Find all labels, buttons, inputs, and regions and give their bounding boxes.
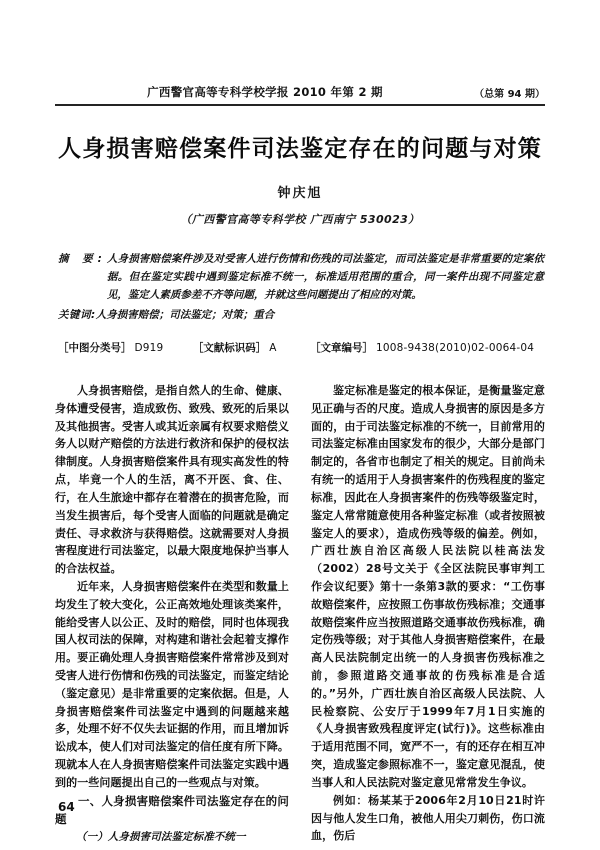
right-paragraph-2: 例如：杨某某于2006年2月10日21时许因与他人发生口角，被他人用尖刀刺伤，伤口流血，伤后 — [311, 793, 545, 843]
document-code-value: A — [269, 342, 277, 354]
classification-metadata — [58, 340, 544, 355]
keywords-text: 人身损害赔偿；司法鉴定；对策；重合 — [95, 309, 275, 322]
article-id — [310, 340, 534, 355]
author-affiliation: （广西警官高等专科学校 广西南宁 530023） — [180, 213, 420, 226]
running-header — [55, 84, 545, 104]
clc-number — [58, 340, 163, 355]
journal-name-and-issue: 广西警官高等专科学校学报 2010 年第 2 期 — [147, 85, 383, 99]
clc-value: D919 — [134, 342, 164, 354]
keywords-row — [58, 306, 544, 324]
left-paragraph-2: 近年来，人身损害赔偿案件在类型和数量上均发生了较大变化，公正高效地处理该类案件，能给受害人以公正、及时的赔偿，同时也体现我国人权司法的保障，对构建和谐社会起着支撑作用。要正确处理人身损害赔偿案件常常涉及到对受害人进行伤情和伤残的司法鉴定，而鉴定结论（鉴定意见）是非常重要的定案依据。但是，人身损害赔偿案件司法鉴定中遇到的问题越来越多，处理不好不仅失去证据的作用，而且增加诉讼成本，使人们对司法鉴定的信任度有所下降。现就本人在人身损害赔偿案件司法鉴定实践中遇到的一些问题提出自己的一些观点与对策。 — [55, 579, 289, 789]
left-paragraph-1: 人身损害赔偿，是指自然人的生命、健康、身体遭受侵害，造成致伤、致残、致死的后果以及其他损害。受害人或其近亲属有权要求赔偿义务人以财产赔偿的方法进行救济和保护的侵权法律制度。人身损害赔偿案件具有现实高发性的特点，毕竟一个人的生活，离不开医、食、住、行，在人生旅途中都存在着潜在的损害危险，而当发生损害后，每个受害人面临的问题就是确定责任、寻求救济与获得赔偿。这就需要对人身损害程度进行司法鉴定，以最大限度地保护当事人的合法权益。 — [55, 384, 289, 576]
header-divider-rule — [55, 104, 545, 106]
keywords-label: 关键词: — [58, 309, 96, 322]
article-author: 钟庆旭 — [277, 186, 323, 201]
article-id-label: ［文章编号］ — [310, 342, 374, 354]
right-paragraph-1: 鉴定标准是鉴定的根本保证，是衡量鉴定意见正确与否的尺度。造成人身损害的原因是多方面的，由于司法鉴定标准的不统一，目前常用的司法鉴定标准由国家发布的很少，大部分是部门制定的，各省市也制定了相关的规定。目前尚未有统一的适用于人身损害案件的伤残程度的鉴定标准，因此在人身损害案件的伤残等级鉴定时，鉴定人常常随意使用各种鉴定标准（或者按照被鉴定人的要求），造成伤残等级的偏差。例如，广西壮族自治区高级人民法院以桂高法发（2002）28号文关于《全区法院民事审判工作会议纪要》第十一条第3款的要求：“工伤事故赔偿案件，应按照工伤事故伤残标准；交通事故赔偿案件应当按照道路交通事故伤残标准，确定伤残等级；对于其他人身损害赔偿案件，在最高人民法院制定出统一的人身损害伤残标准之前，参照道路交通事故的伤残标准是合适的。”另外，广西壮族自治区高级人民法院、人民检察院、公安厅于1999年7月1日实施的《人身损害致残程度评定(试行)》。这些标准由于适用范围不同，宽严不一，有的还存在相互冲突，造成鉴定参照标准不一，鉴定意见混乱，使当事人和人民法院对鉴定意见常常发生争议。 — [311, 384, 545, 789]
right-column — [311, 382, 545, 843]
document-code-label: ［文献标识码］ — [192, 342, 267, 354]
abstract-label: 摘 要: — [58, 253, 107, 265]
abstract-text: 人身损害赔偿案件涉及对受害人进行伤情和伤残的司法鉴定，而司法鉴定是非常重要的定案依据。但在鉴定实践中遇到鉴定标准不统一，标准适用范围的重合，同一案件出现不同鉴定意见，鉴定人素质参差不齐等问题，并就这些问题提出了相应的对策。 — [106, 253, 544, 302]
issue-total-number: （总第 94 期） — [474, 89, 545, 100]
subsection-heading-1-1: （一）人身损害司法鉴定标准不统一 — [76, 830, 246, 843]
clc-label: ［中图分类号］ — [58, 342, 132, 354]
document-code — [193, 340, 277, 355]
article-title: 人身损害赔偿案件司法鉴定存在的问题与对策 — [58, 136, 542, 162]
abstract-section — [58, 250, 544, 324]
abstract-row — [58, 250, 544, 304]
article-id-value: 1008-9438(2010)02-0064-04 — [376, 342, 535, 354]
page-number: 64 — [58, 800, 75, 814]
section-heading-1: 一、人身损害赔偿案件司法鉴定存在的问题 — [55, 793, 289, 827]
